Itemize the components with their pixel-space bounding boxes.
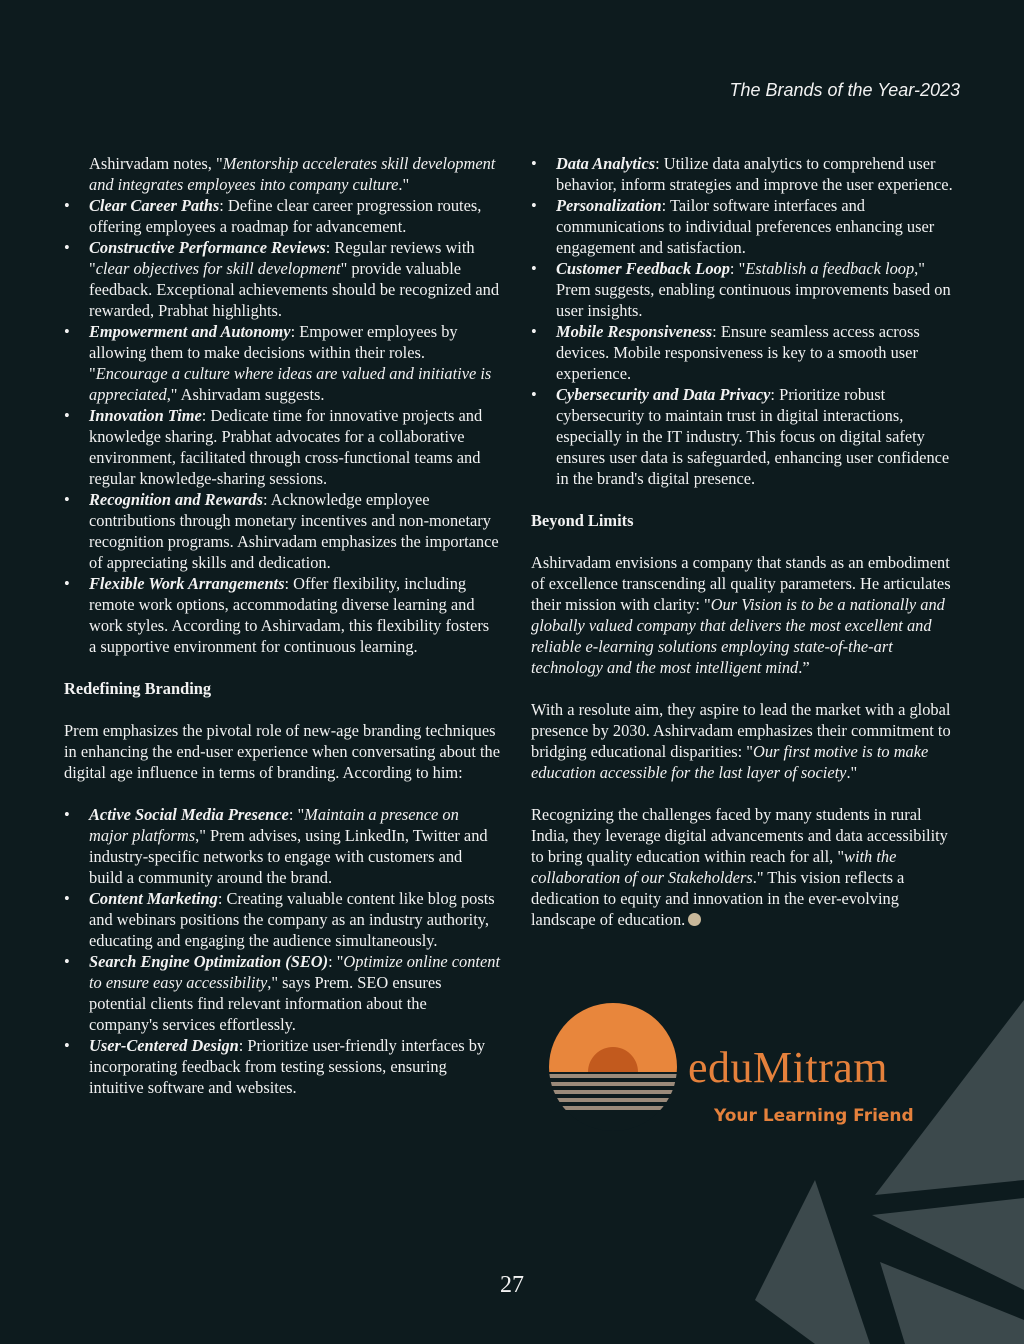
list-item: • Empowerment and Autonomy: Empower employees by allowing them to make decisions within their roles. "Encourage a culture where ideas are valued and initiative is appreciated," Ashirvadam suggests. [64,321,500,405]
list-item: • Content Marketing: Creating valuable content like blog posts and webinars positions the company as an industry authority, educating and engaging the audience simultaneously. [64,888,500,951]
list-item: • User-Centered Design: Prioritize user-friendly interfaces by incorporating feedback from testing sessions, ensuring intuitive software and websites. [64,1035,500,1098]
vision-paragraph: Ashirvadam envisions a company that stands as an embodiment of excellence transcending all quality parameters. He articulates their mission with clarity: "Our Vision is to be a nationally and globally valued company that delivers the most excellent and reliable e-learning solutions employing state-of-the-art technology and the most intelligent mind.” [531,553,951,677]
aim-paragraph: With a resolute aim, they aspire to lead the market with a global presence by 2030. Ashirvadam emphasizes their commitment to bridging educational disparities: "Our first motive is to make education accessible for the last layer of society." [531,700,951,782]
list-item: • Flexible Work Arrangements: Offer flexibility, including remote work options, accommodating diverse learning and work styles. According to Ashirvadam, this flexibility fosters a supportive environment for continuous learning. [64,573,500,657]
list-item: • Active Social Media Presence: "Maintain a presence on major platforms," Prem advises, using LinkedIn, Twitter and industry-specific networks to engage with customers and build a community around the brand. [64,804,500,888]
list-item: • Constructive Performance Reviews: Regular reviews with "clear objectives for skill development" provide valuable feedback. Exceptional achievements should be recognized and rewarded, Prabhat highlights. [64,237,500,321]
end-mark-icon [688,913,701,926]
section-heading-redefining-branding: Redefining Branding [64,679,212,698]
branding-techniques-list [64,804,500,1098]
intro-quote: Ashirvadam notes, "Mentorship accelerates skill development and integrates employees into company culture." [89,154,496,194]
list-item: • Search Engine Optimization (SEO): "Optimize online content to ensure easy accessibility," says Prem. SEO ensures potential clients find relevant information about the company's services effortlessly. [64,951,500,1035]
branding-intro-paragraph: Prem emphasizes the pivotal role of new-age branding techniques in enhancing the end-user experience when conversating about the digital age influence in terms of branding. According to him: [64,721,501,782]
workplace-practices-list [64,195,500,657]
list-item: • Innovation Time: Dedicate time for innovative projects and knowledge sharing. Prabhat advocates for a collaborative environment, facilitated through cross-functional teams and regular knowledge-sharing sessions. [64,405,500,489]
magazine-header: The Brands of the Year-2023 [729,80,960,100]
logo-tagline: Your Learning Friend [714,1106,914,1126]
list-item: • Recognition and Rewards: Acknowledge employee contributions through monetary incentives and non-monetary recognition programs. Ashirvadam emphasizes the importance of appreciating skills and dedication. [64,489,500,573]
list-item: • Customer Feedback Loop: "Establish a feedback loop," Prem suggests, enabling continuous improvements based on user insights. [531,258,963,321]
list-item: • Cybersecurity and Data Privacy: Prioritize robust cybersecurity to maintain trust in digital interactions, especially in the IT industry. This focus on digital safety ensures user data is safeguarded, enhancing user confidence in the brand's digital presence. [531,384,963,489]
list-item: • Mobile Responsiveness: Ensure seamless access across devices. Mobile responsiveness is key to a smooth user experience. [531,321,963,384]
right-column [531,153,963,930]
list-item: • Clear Career Paths: Define clear career progression routes, offering employees a roadmap for advancement. [64,195,500,237]
list-item: • Data Analytics: Utilize data analytics to comprehend user behavior, inform strategies and improve the user experience. [531,153,963,195]
list-item: • Personalization: Tailor software interfaces and communications to individual preferences enhancing user engagement and satisfaction. [531,195,963,258]
digital-strategies-list [531,153,963,489]
section-heading-beyond-limits: Beyond Limits [531,511,634,530]
left-column [64,153,500,1098]
page-number: 27 [500,1272,524,1298]
logo-wordmark: eduMitram [688,1043,889,1092]
edumitram-logo [548,1000,948,1140]
education-paragraph: Recognizing the challenges faced by many students in rural India, they leverage digital advancements and data accessibility to bring quality education within reach for all, "with the collaboration of our Stakeholders." This vision reflects a dedication to equity and innovation in the ever-evolving landscape of education. [531,805,948,929]
sunset-logo-icon [548,1002,678,1132]
